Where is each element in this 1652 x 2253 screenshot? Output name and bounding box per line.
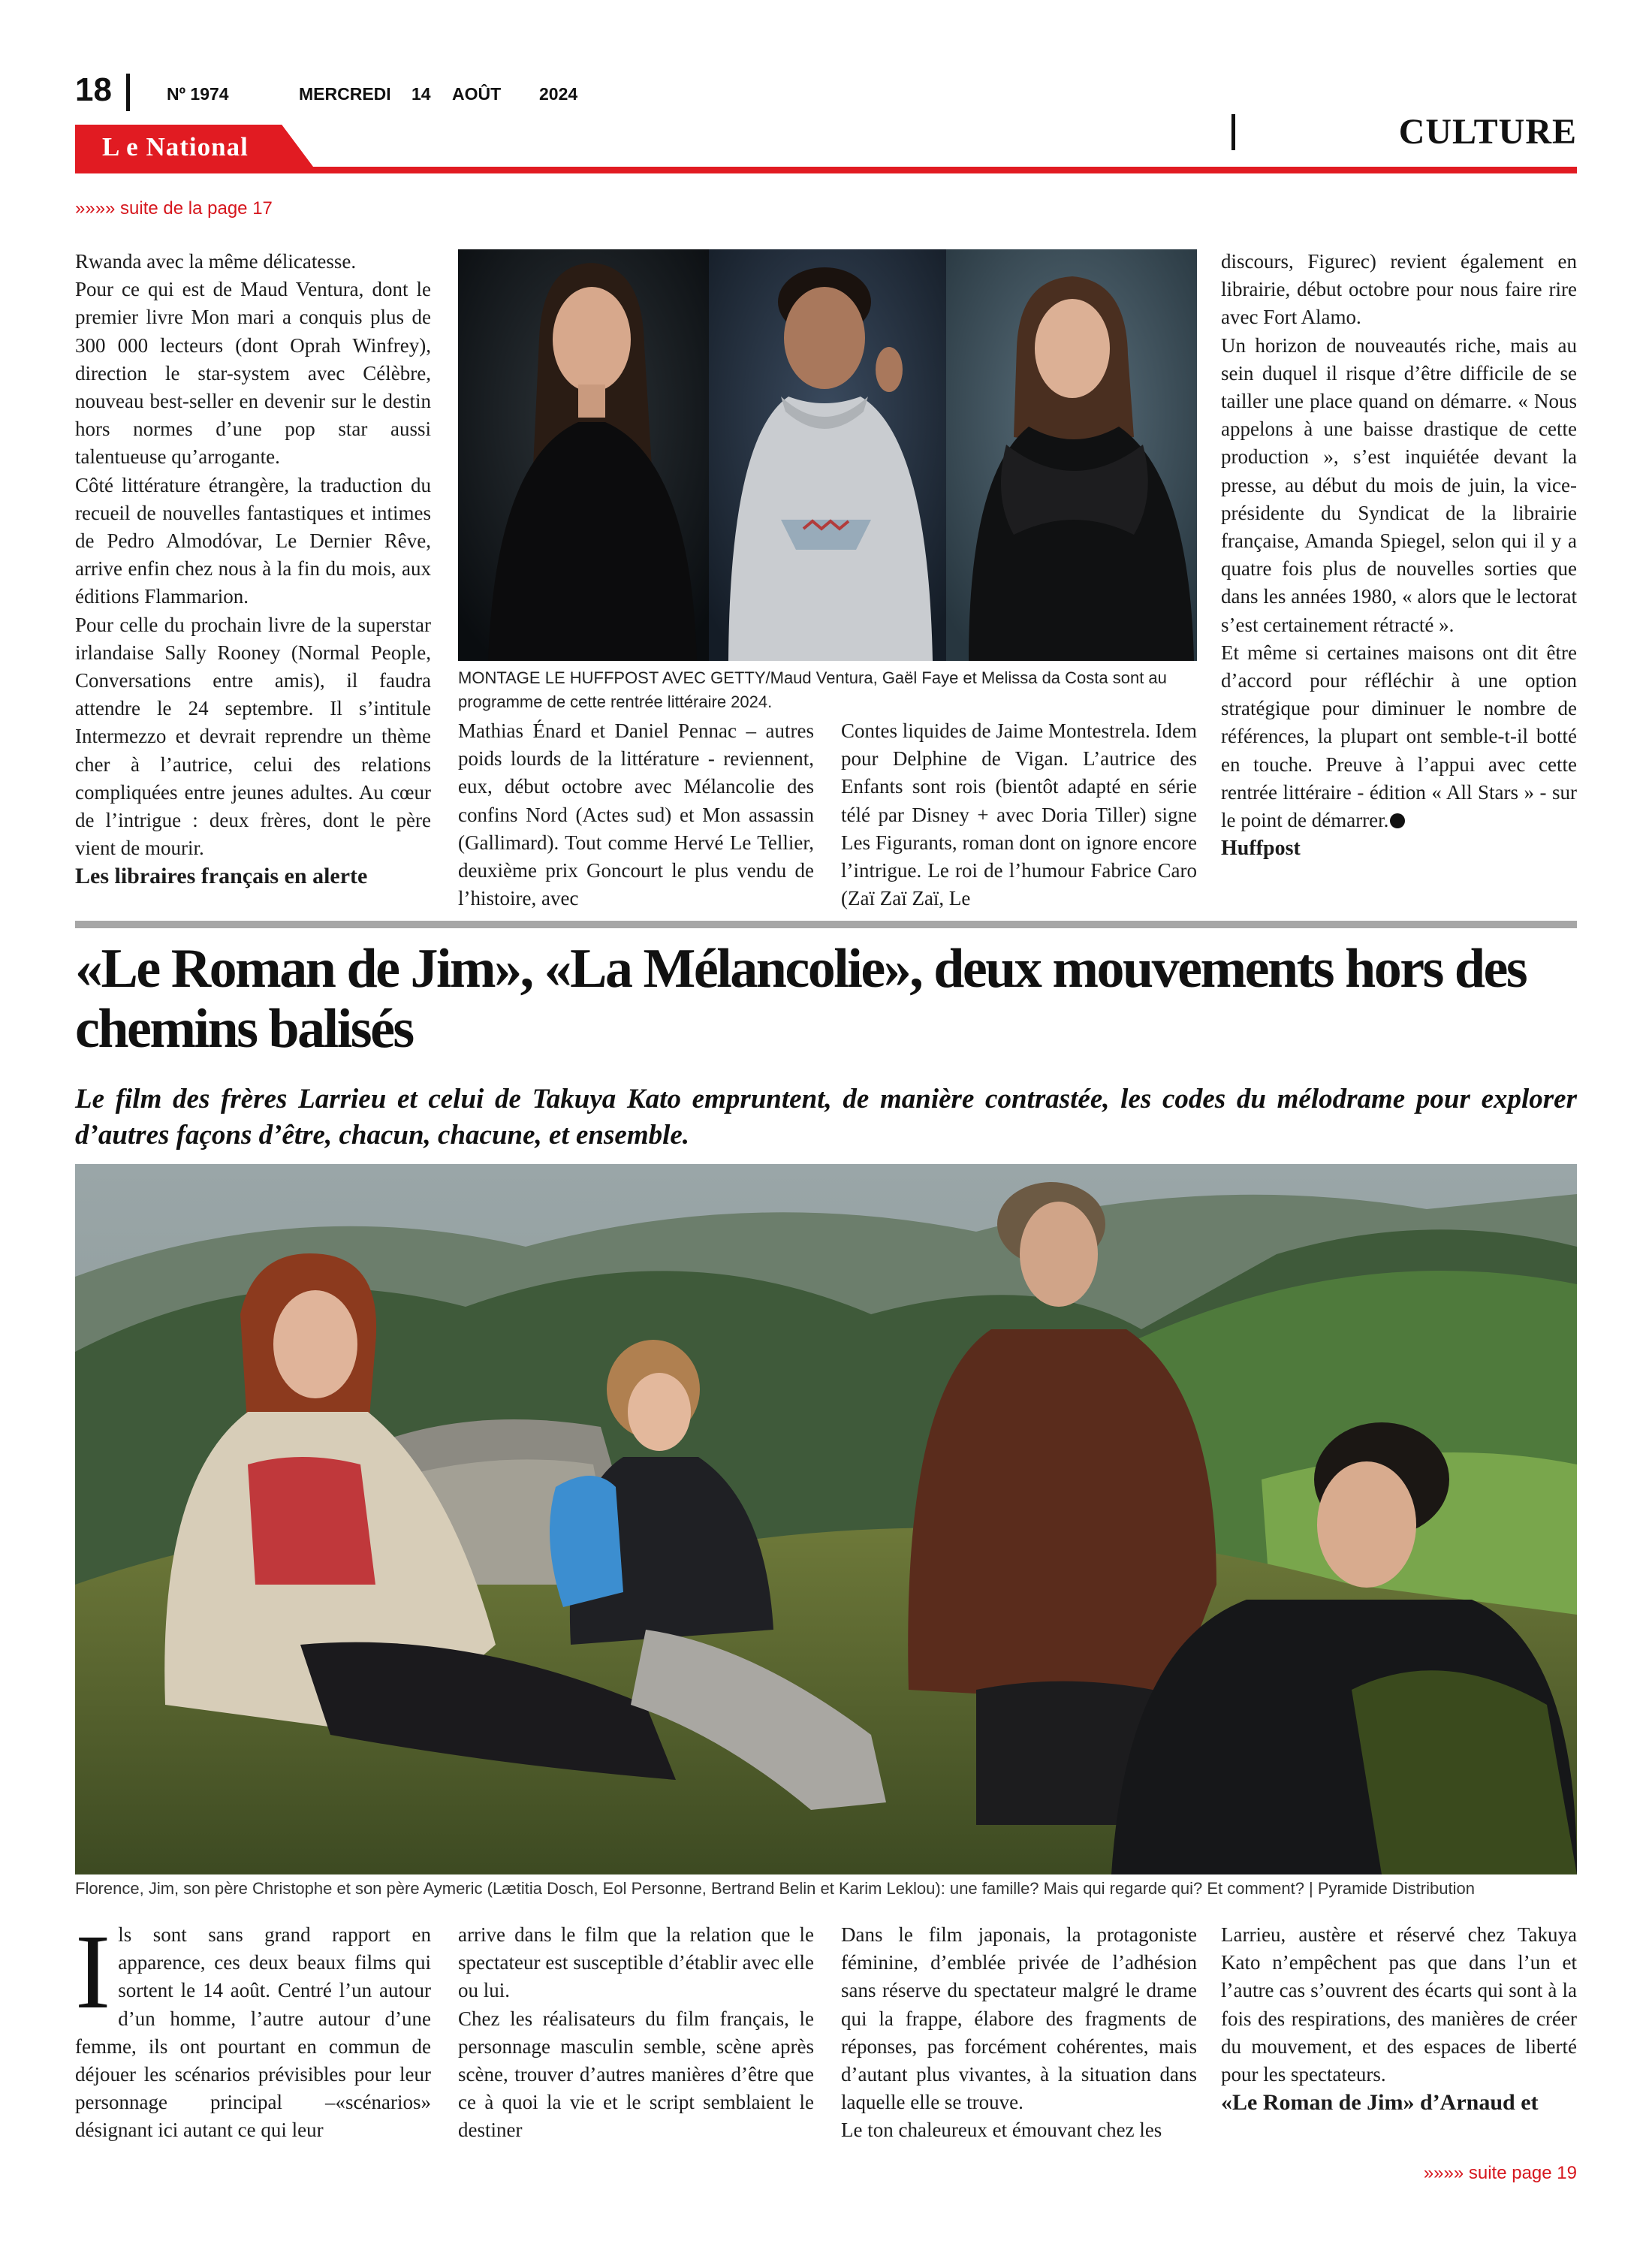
issue-month: AOÛT: [452, 84, 502, 104]
paragraph: Côté littérature étrangère, la traduction du recueil de nouvelles fantastiques et intimes de Pedro Almodóvar, Le Dernier Rêve, arrive enfin chez nous à la fin du mois, aux éditions Flammarion.: [75, 473, 431, 608]
main-standfirst: Le film des frères Larrieu et celui de Takuya Kato empruntent, de manière contrastée, les codes du mélodrame pour explorer d’autres façons d’être, chacun, chacune, et ensemble.: [75, 1084, 1577, 1151]
subheading: «Le Roman de Jim» d’Arnaud et: [1221, 2090, 1539, 2116]
paragraph: Rwanda avec la même délicatesse.: [75, 250, 357, 273]
film-still-photo: [75, 1164, 1577, 1874]
section-title: CULTURE: [1398, 112, 1577, 152]
article-separator: [75, 921, 1577, 928]
paragraph: [75, 1912, 431, 2145]
main-article-column-4: [1221, 1921, 1577, 2116]
paragraph: Pour celle du prochain livre de la superstar irlandaise Sally Rooney (Normal People, Conversations entre amis), il faudra attendre le 24 septembre. Il s’intitule Intermezzo et devrait reprendre un thème cher à l’autrice, celui des relations compliquées entre jeunes adultes. Au cœur de l’intrigue : deux frères, dont le père vient de mourir.: [75, 613, 431, 860]
page-number: 18: [75, 71, 112, 108]
issue-year: 2024: [539, 84, 578, 104]
issue-day: 14: [411, 84, 431, 104]
authors-photo-caption: MONTAGE LE HUFFPOST AVEC GETTY/Maud Ventura, Gaël Faye et Melissa da Costa sont au programme de cette rentrée littéraire 2024.: [458, 668, 1167, 711]
article-byline: Huffpost: [1221, 837, 1301, 861]
top-article-column-3: [841, 717, 1197, 912]
paragraph: [1221, 639, 1577, 834]
top-article-column-4: [1221, 248, 1577, 862]
article-end-icon: [1390, 813, 1405, 828]
main-article-column-1: [75, 1912, 431, 2145]
header-divider: [126, 74, 130, 111]
paragraph: Mathias Énard et Daniel Pennac – autres poids lourds de la littérature - reviennent, eux, début octobre avec Mélancolie des confins Nord (Actes sud) et Mon assassin (Gallimard). Tout comme Hervé Le Tellier, deuxième prix Goncourt le plus vendu de l’histoire, avec: [458, 719, 814, 910]
paragraph: Larrieu, austère et réservé chez Takuya Kato n’empêchent pas que dans l’un et l’autre cas s’ouvrent des écarts qui sont à la fois des respirations, des manières de créer du mouvement, et des espaces de liberté pour les spectateurs.: [1221, 1923, 1577, 2086]
continued-to-link[interactable]: »»»» suite page 19: [1423, 2163, 1577, 2183]
paragraph-text: Et même si certaines maisons ont dit être d’accord pour réfléchir à une option stratégique pour diminuer le nombre de références, la plupart ont semble-t-il botté en touche. Preuve à l’appui avec cette rentrée littéraire - édition « All Stars » - sur le point de démarrer.: [1221, 641, 1577, 832]
paragraph: Chez les réalisateurs du film français, le personnage masculin semble, scène après scène, trouver d’autres manières d’être que ce à quoi la vie et le script semblaient le destiner: [458, 2007, 814, 2142]
subheading: Les libraires français en alerte: [75, 864, 368, 889]
film-still-illustration: [75, 1164, 1577, 1874]
header-rule: [75, 167, 1577, 173]
main-article-column-3: [841, 1921, 1197, 2145]
section-divider: [1231, 114, 1235, 150]
paragraph-text: ls sont sans grand rapport en apparence, ces deux beaux films qui sortent le 14 août. Centré l’un autour d’un homme, l’autre autour d’une femme, ils ont pourtant en commun de déjouer les scénarios prévisibles pour leur personnage principal –«scénarios» désignant ici autant ce qui leur: [75, 1923, 431, 2142]
paragraph: Le ton chaleureux et émouvant chez les: [841, 2119, 1162, 2142]
main-headline: «Le Roman de Jim», «La Mélancolie», deux mouvements hors des chemins balisés: [75, 938, 1527, 1060]
top-article-column-1: [75, 248, 431, 891]
film-still-caption: Florence, Jim, son père Christophe et son père Aymeric (Lætitia Dosch, Eol Personne, Bertrand Belin et Karim Leklou): une famille? Mais qui regarde qui? Et comment? | Pyramide Distribution: [75, 1879, 1475, 1898]
authors-photo: [458, 249, 1197, 661]
paragraph: Un horizon de nouveautés riche, mais au sein duquel il risque d’être difficile de se tailler une place quand on démarre. « Nous appelons à une baisse drastique de cette production », s’est inquiétée devant la presse, au début du mois de juin, la vice-présidente du Syndicat de la librairie française, Amanda Spiegel, selon qui il y a quatre fois plus de nouvelles sorties que dans les années 1980, « alors que le lectorat s’est certainement rétracté ».: [1221, 333, 1577, 636]
paragraph: Pour ce qui est de Maud Ventura, dont le premier livre Mon mari a conquis plus de 300 000 lecteurs (dont Oprah Winfrey), direction le star-system avec Célèbre, nouveau best-seller en devenir sur le destin hors normes d’une pop star aussi talentueuse qu’arrogante.: [75, 278, 431, 469]
continued-from-link[interactable]: »»»» suite de la page 17: [75, 198, 273, 219]
drop-cap: I: [75, 1912, 111, 2031]
main-article-column-2: [458, 1921, 814, 2145]
paragraph: Contes liquides de Jaime Montestrela. Idem pour Delphine de Vigan. L’autrice des Enfants sont rois (bientôt adapté en série télé par Disney + avec Doria Tiller) signe Les Figurants, roman dont on ignore encore l’intrigue. Le roi de l’humour Fabrice Caro (Zaï Zaï Zaï, Le: [841, 719, 1197, 910]
paragraph: arrive dans le film que la relation que le spectateur est susceptible d’établir avec elle ou lui.: [458, 1923, 814, 2002]
authors-photo-illustration: [458, 249, 1197, 661]
issue-number: Nº 1974: [167, 84, 229, 104]
issue-weekday: MERCREDI: [299, 84, 391, 104]
masthead-logo: L e National: [102, 132, 249, 161]
paragraph: Dans le film japonais, la protagoniste féminine, d’emblée privée de l’adhésion sans réserve du spectateur malgré le drame qui la frappe, élabore des fragments de réponses, pas forcément cohérentes, mais d’autant plus vivantes, à la situation dans laquelle elle se trouve.: [841, 1923, 1197, 2114]
paragraph: discours, Figurec) revient également en librairie, début octobre pour nous faire rire avec Fort Alamo.: [1221, 250, 1577, 329]
top-article-column-2: [458, 717, 814, 912]
